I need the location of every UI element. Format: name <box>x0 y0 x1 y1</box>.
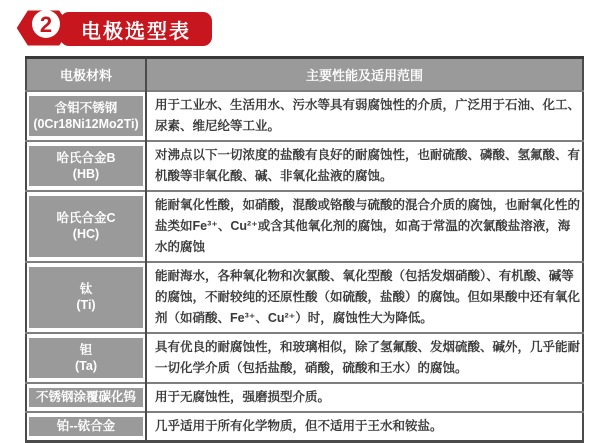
material-label-block <box>29 338 143 378</box>
material-cell <box>26 333 146 383</box>
table-row <box>26 262 583 333</box>
material-name: 哈氏合金B <box>56 150 116 165</box>
material-cell <box>26 412 146 442</box>
page-title: 电极选型表 <box>81 20 191 43</box>
material-code: (Ti) <box>76 298 96 312</box>
material-label-block <box>29 146 143 186</box>
table-row <box>26 412 583 442</box>
title-banner <box>60 12 212 46</box>
description-cell: 对沸点以下一切浓度的盐酸有良好的耐腐蚀性，也耐硫酸、磷酸、氢氟酸、有机酸等非氧化酸、碱、非氧化盐液的腐蚀。 <box>146 141 583 191</box>
badge-number: 2 <box>39 12 53 37</box>
material-cell <box>26 262 146 333</box>
table-header-row <box>26 58 583 91</box>
column-header-material: 电极材料 <box>26 58 146 91</box>
material-code: (HC) <box>72 227 100 241</box>
material-name: 不锈钢涂覆碳化钨 <box>35 390 136 404</box>
description-cell: 能耐氧化性酸，如硝酸，混酸或铬酸与硫酸的混合介质的腐蚀，也耐氧化性的盐类如Fe³⁺、Cu²⁺或含其他氧化剂的腐蚀，如高于常温的次氯酸盐溶液，海水的腐蚀 <box>146 191 583 262</box>
material-name: 钽 <box>79 342 93 357</box>
table-row <box>26 383 583 412</box>
material-cell <box>26 383 146 412</box>
material-cell <box>26 191 146 262</box>
material-name: 钛 <box>79 282 93 296</box>
material-code: (HB) <box>72 166 100 181</box>
table-row <box>26 191 583 262</box>
material-label-block <box>29 196 143 257</box>
material-label-block <box>29 267 143 328</box>
material-name: 哈氏合金C <box>56 211 116 225</box>
electrode-selection-table <box>25 56 584 443</box>
description-cell: 具有优良的耐腐蚀性，和玻璃相似，除了氢氟酸、发烟硫酸、碱外，几乎能耐一切化学介质（包括盐酸，硝酸，硫酸和王水）的腐蚀。 <box>146 333 583 383</box>
material-name: 含钼不锈钢 <box>54 100 118 115</box>
table-row <box>26 141 583 191</box>
description-cell: 用于无腐蚀性，强磨损型介质。 <box>146 383 583 412</box>
material-cell <box>26 91 146 141</box>
description-cell: 几乎适用于所有化学物质，但不适用于王水和铵盐。 <box>146 412 583 442</box>
column-header-performance: 主要性能及适用范围 <box>146 58 583 91</box>
material-name: 铂--铱合金 <box>56 419 116 433</box>
table-row <box>26 91 583 141</box>
material-cell <box>26 141 146 191</box>
table-row <box>26 333 583 383</box>
material-label-block <box>29 96 143 136</box>
material-label-block <box>29 417 143 436</box>
description-cell: 能耐海水，各种氧化物和次氯酸、氧化型酸（包括发烟硝酸）、有机酸、碱等的腐蚀，不耐较纯的还原性酸（如硫酸，盐酸）的腐蚀。但如果酸中还有氧化剂（如硝酸、Fe³⁺、Cu²⁺）时，腐蚀性大为降低。 <box>146 262 583 333</box>
material-label-block <box>29 388 143 407</box>
material-code: (0Cr18Ni12Mo2Ti) <box>33 116 139 131</box>
material-code: (Ta) <box>75 358 97 373</box>
description-cell: 用于工业水、生活用水、污水等具有弱腐蚀性的介质，广泛用于石油、化工、尿素、维尼纶等工业。 <box>146 91 583 141</box>
